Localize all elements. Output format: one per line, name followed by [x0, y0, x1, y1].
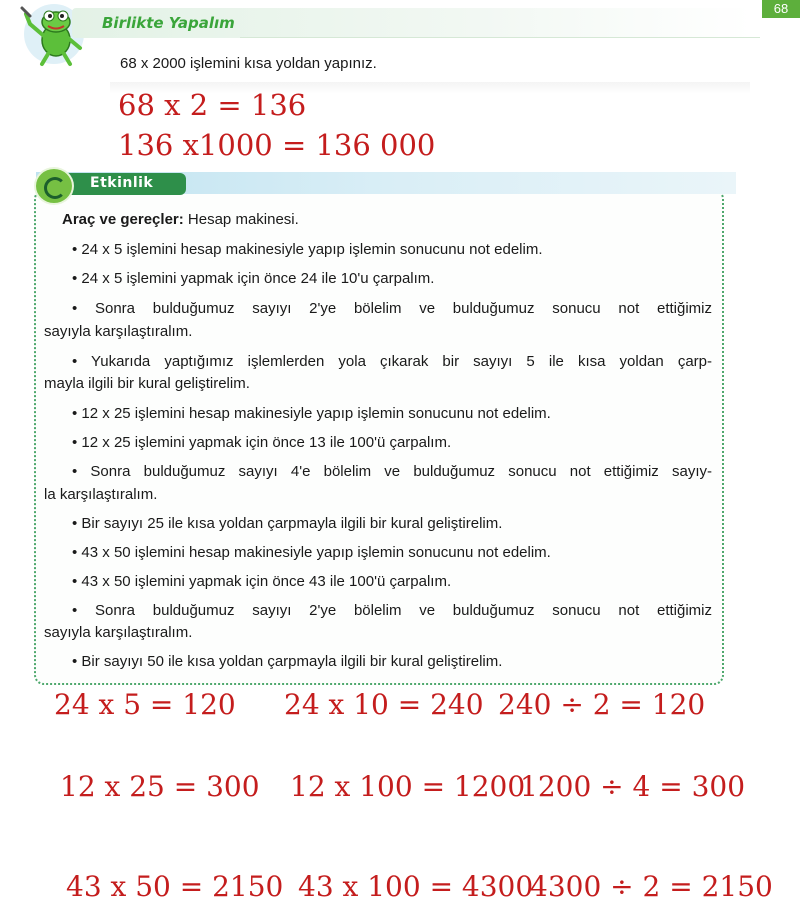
activity-line: • 43 x 50 işlemini yapmak için önce 43 ile 100'ü çarpalım.: [72, 573, 452, 590]
activity-line: • 12 x 25 işlemini hesap makinesiyle yapıp işlemin sonucunu not edelim.: [72, 405, 551, 422]
instruction-text: 68 x 2000 işlemini kısa yoldan yapınız.: [120, 55, 377, 72]
activity-line: la karşılaştıralım.: [44, 486, 158, 503]
activity-line: • 12 x 25 işlemini yapmak için önce 13 ile 100'ü çarpalım.: [72, 434, 452, 451]
handwritten-answer: 43 x 100 = 4300: [298, 870, 534, 903]
handwritten-answer: 24 x 5 = 120: [54, 688, 236, 721]
activity-line: • Sonra bulduğumuz sayıyı 2'ye bölelim ve bulduğumuz sonucu not ettiğimiz: [72, 300, 712, 317]
handwritten-step: 68 x 2 = 136: [118, 88, 307, 122]
swirl-icon: [44, 177, 66, 199]
activity-line: sayıyla karşılaştıralım.: [44, 323, 193, 340]
activity-title: Etkinlik: [90, 175, 154, 191]
activity-line: • Sonra bulduğumuz sayıyı 4'e bölelim ve bulduğumuz sonucu not ettiğimiz sayıy-: [72, 463, 712, 480]
activity-line: • Bir sayıyı 25 ile kısa yoldan çarpmayla ilgili bir kural geliştirelim.: [72, 515, 503, 532]
handwritten-answer: 43 x 50 = 2150: [66, 870, 284, 903]
activity-line: • 24 x 5 işlemini yapmak için önce 24 ile 10'u çarpalım.: [72, 270, 435, 287]
activity-line: • 24 x 5 işlemini hesap makinesiyle yapıp işlemin sonucunu not edelim.: [72, 241, 543, 258]
page-number: 68: [762, 0, 800, 18]
handwritten-answer: 240 ÷ 2 = 120: [498, 688, 706, 721]
handwritten-answer: 12 x 25 = 300: [60, 770, 260, 803]
materials-line: [62, 211, 299, 228]
activity-line: • 43 x 50 işlemini hesap makinesiyle yapıp işlemin sonucunu not edelim.: [72, 544, 551, 561]
activity-line: sayıyla karşılaştıralım.: [44, 624, 193, 641]
divider: [240, 37, 760, 38]
activity-line: • Sonra bulduğumuz sayıyı 2'ye bölelim ve bulduğumuz sonucu not ettiğimiz: [72, 602, 712, 619]
activity-line: • Yukarıda yaptığımız işlemlerden yola çıkarak bir sayıyı 5 ile kısa yoldan çarp-: [72, 353, 712, 370]
handwritten-answer: 12 x 100 = 1200: [290, 770, 526, 803]
materials-value: Hesap makinesi.: [183, 211, 299, 228]
handwritten-answer: 24 x 10 = 240: [284, 688, 484, 721]
activity-line: mayla ilgili bir kural geliştirelim.: [44, 375, 250, 392]
handwritten-step: 136 x1000 = 136 000: [118, 128, 436, 162]
materials-label: Araç ve gereçler:: [62, 211, 184, 228]
handwritten-answer: 1200 ÷ 4 = 300: [520, 770, 746, 803]
section-title: Birlikte Yapalım: [102, 14, 235, 32]
handwritten-answer: 4300 ÷ 2 = 2150: [530, 870, 773, 903]
activity-line: • Bir sayıyı 50 ile kısa yoldan çarpmayla ilgili bir kural geliştirelim.: [72, 653, 503, 670]
